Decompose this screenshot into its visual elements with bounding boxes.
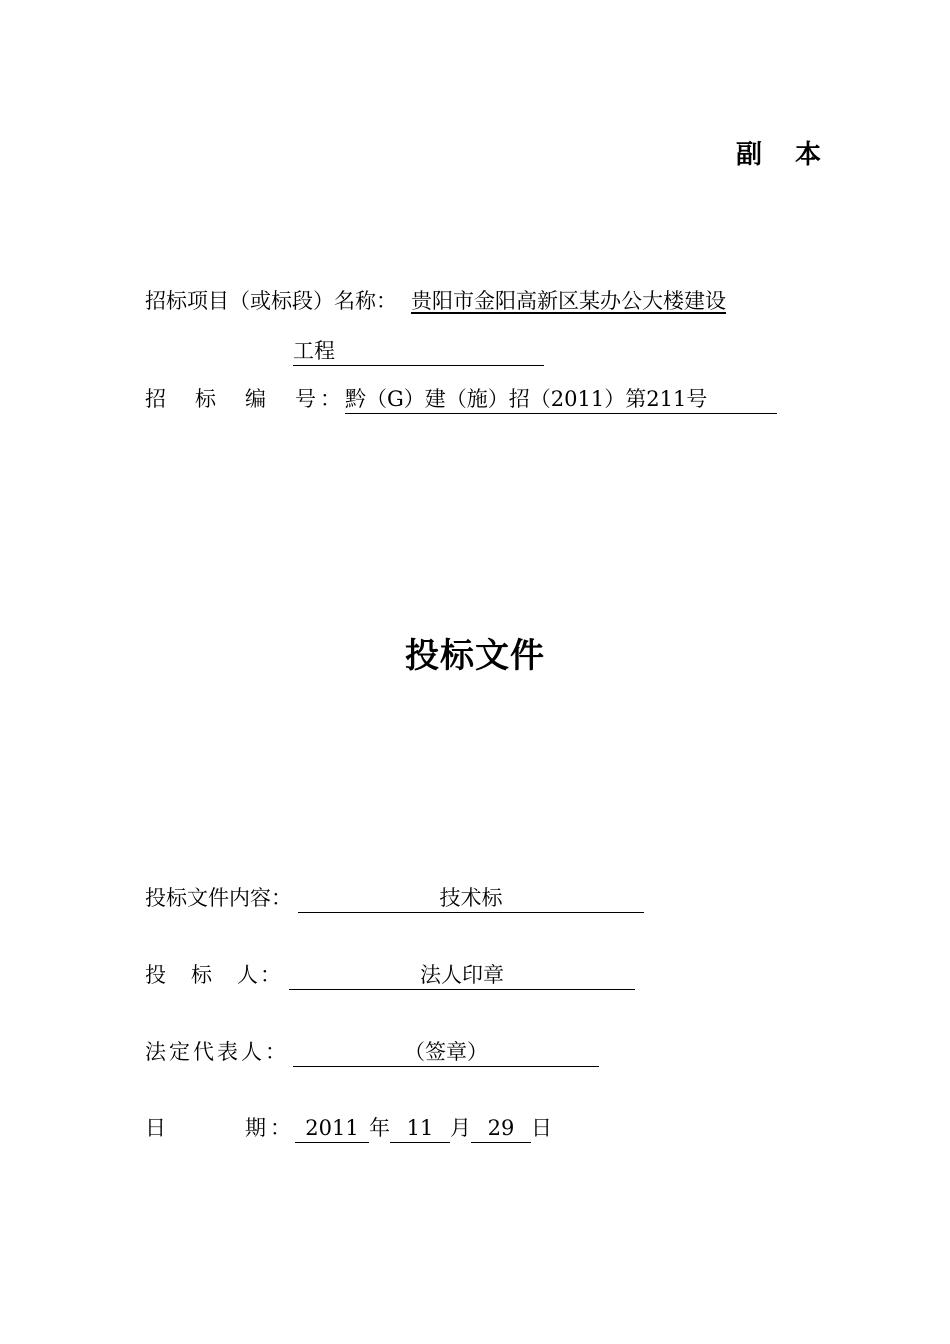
date-month: 11 — [390, 1114, 450, 1143]
tender-number-row — [145, 384, 777, 414]
bidder-row — [145, 960, 635, 990]
legal-rep-label: 法定代表人： — [145, 1040, 289, 1064]
legal-rep-value: （签章） — [293, 1038, 599, 1067]
tender-number-label: 招 标 编 号： — [145, 387, 345, 411]
tender-number-value: 黔（G）建（施）招（2011）第211号 — [345, 385, 777, 414]
date-row — [145, 1113, 552, 1143]
date-year-unit: 年 — [369, 1116, 390, 1140]
bid-content-row — [145, 883, 644, 913]
project-name-value-line1: 贵阳市金阳高新区某办公大楼建设 — [411, 289, 726, 313]
project-name-label: 招标项目（或标段）名称： — [145, 289, 397, 313]
project-name-row — [145, 286, 726, 316]
date-year: 2011 — [295, 1114, 369, 1143]
date-day: 29 — [471, 1114, 531, 1143]
bid-content-label: 投标文件内容： — [145, 886, 292, 910]
project-name-continuation — [293, 336, 544, 366]
document-title: 投标文件 — [405, 636, 545, 676]
bidder-value: 法人印章 — [289, 961, 635, 990]
date-day-unit: 日 — [531, 1116, 552, 1140]
bid-content-value: 技术标 — [298, 884, 644, 913]
date-month-unit: 月 — [450, 1116, 471, 1140]
project-name-value-line2: 工程 — [293, 337, 544, 366]
legal-rep-row — [145, 1037, 599, 1067]
date-label: 日 期： — [145, 1116, 295, 1140]
bidder-label: 投 标 人： — [145, 963, 283, 987]
copy-mark: 副 本 — [736, 140, 834, 170]
